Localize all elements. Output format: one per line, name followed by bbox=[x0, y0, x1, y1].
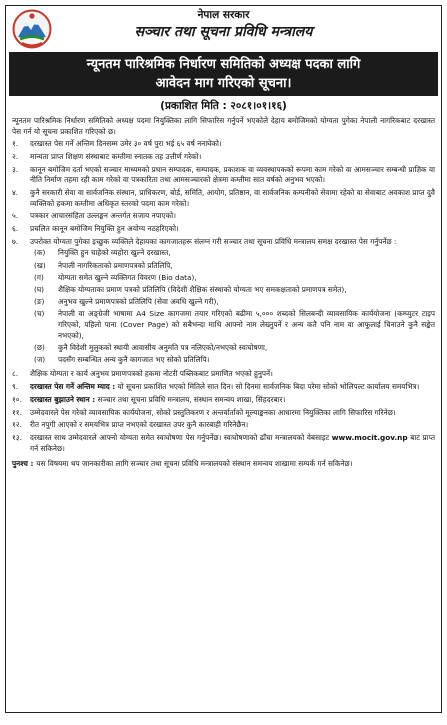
sub-item bbox=[30, 297, 435, 308]
sub-item-text: पदसँग सम्बन्धित अन्य कुनै कागजात भए सोको प्रतिलिपि। bbox=[58, 354, 210, 364]
sub-item bbox=[30, 273, 435, 284]
requirements-list bbox=[6, 139, 441, 454]
footnote bbox=[6, 457, 441, 470]
list-item bbox=[12, 237, 435, 367]
header bbox=[6, 6, 441, 52]
sub-item bbox=[30, 261, 435, 272]
sub-item bbox=[30, 355, 435, 366]
sub-item-text: कुनै विदेशी मुलुकको स्थायी आवासीय अनुमति पत्र नलिएको/नभएको स्वःघोषणा, bbox=[58, 342, 268, 352]
sub-item-text: नेपाली नागरिकताको प्रमाणपत्रको प्रतिलिपि, bbox=[58, 260, 173, 270]
footnote-label: पुनश्च : bbox=[12, 458, 34, 468]
item-text: कानून बमोजिम दर्ता भएको सञ्चार माध्यमको प्रधान सम्पादक, सम्पादक, प्रकाशक वा व्यवस्थापकको रूपमा काम गरेको वा आमसञ्चार सम्बन्धी प्राज्ञिक वा नीति निर्माण तहमा रही काम गरेको वा पत्रकारिता तथा आमसञ्चारको क्षेत्रमा कम्तीमा सात वर्षको अनुभव भएको। bbox=[30, 164, 435, 185]
notice-title-banner bbox=[9, 52, 438, 96]
item-text: दरखास्त पेस गर्ने अन्तिम दिनसम्म उमेर ३० वर्ष पुरा भई ६५ वर्ष ननाघेको। bbox=[30, 139, 222, 148]
item-number: ९. bbox=[12, 382, 19, 392]
item-text: उपरोक्त योग्यता पुगेका इच्छुक व्यक्तिले देहायका कागजातहरू संलग्न गरी सञ्चार तथा सूचना प्रविधि मन्त्रालय समक्ष दरखास्त पेस गर्नुपर्नेछ : bbox=[30, 236, 397, 246]
item-text: रीत नपुगी आएको र समयभित्र प्राप्त नभएको दरखास्त उपर कुनै कारबाही गरिनेछैन। bbox=[30, 420, 249, 430]
published-date: (प्रकाशित मिति : २०८१।०१।१६) bbox=[160, 100, 287, 112]
item-text: पत्रकार आचारसंहिता उल्लङ्घन अन्तर्गत सजाय नपाएको। bbox=[30, 211, 176, 221]
sub-item bbox=[30, 343, 435, 354]
item-text: सञ्चार तथा सूचना प्रविधि मन्त्रालय, संस्थान समन्वय शाखा, सिंहदरबार। bbox=[97, 394, 286, 404]
item-number: १२. bbox=[12, 420, 22, 430]
sub-item-number: (ख) bbox=[34, 260, 46, 270]
list-item bbox=[12, 408, 435, 419]
notice-title-line-2: आवेदन माग गरिएको सूचना। bbox=[155, 76, 292, 91]
item-number: ६. bbox=[12, 224, 19, 234]
item-text: कुनै सरकारी सेवा वा सार्वजनिक संस्थान, प्राधिकरण, बोर्ड, समिति, आयोग, प्रतिष्ठान, वा सार्वजनिक कम्पनीको सेवामा रहेको वा सेवाबाट अवकाश प्राप्त दुवै व्यक्तिको हकमा कम्तीमा अधिकृत स्तरको पदमा काम गरेको। bbox=[30, 187, 435, 208]
item-number: ११. bbox=[12, 407, 22, 417]
list-item bbox=[12, 224, 435, 235]
ministry-name: सञ्चार तथा सूचना प्रविधि मन्त्रालय bbox=[134, 24, 313, 40]
sub-item bbox=[30, 309, 435, 341]
sub-item-number: (घ) bbox=[34, 285, 45, 295]
sub-item-text: नेपाली वा अङ्ग्रेजी भाषामा A4 Size कागजमा तयार गरिएको बढीमा ५,००० शब्दको सिलबन्दी व्यावसायिक कार्ययोजना (कम्प्युटर टाइप गरिएको, पहिलो पाना (Cover Page) को सबैभन्दा माथि आफ्नो नाम लेख्नुपर्ने र अन्य कतै पनि नाम वा आफूलाई चिनाउने कुनै सङ्केत नभएको), bbox=[58, 309, 435, 340]
notice-title-line-1: न्यूनतम पारिश्रमिक निर्धारण समितिको अध्यक्ष पदका लागि bbox=[86, 57, 361, 72]
sub-item-text: योग्यता समेत खुल्ने व्यक्तिगत विवरण (Bio data), bbox=[58, 272, 197, 282]
sub-item-number: (ग) bbox=[34, 272, 44, 282]
sub-item-text: नियुक्ति हुन चाहेको व्यहोरा खुल्ने दरखास्त, bbox=[58, 248, 171, 258]
list-item bbox=[12, 188, 435, 209]
item-text: उम्मेदवारले पेस गरेको व्यावसायिक कार्ययोजना, सोको प्रस्तुतिकरण र अन्तर्वार्ताको मूल्याङ्कनका आधारमा नियुक्तिका लागि सिफारिस गरिनेछ। bbox=[30, 407, 396, 417]
item-number: १. bbox=[12, 139, 19, 148]
item-number: ७. bbox=[12, 236, 19, 246]
item-text: दरखास्त साथ उम्मेदवारले आफ्नो योग्यता समेत स्वःघोषणा पेस गर्नुपर्नेछ। स्वःघोषणाको ढाँचा मन्त्रालयको वेबसाइट bbox=[30, 433, 330, 443]
list-item bbox=[12, 433, 435, 454]
sub-item-number: (ङ) bbox=[34, 297, 45, 307]
deadline-label: दरखास्त पेस गर्ने अन्तिम म्याद : bbox=[30, 382, 116, 392]
sub-item bbox=[30, 248, 435, 259]
sub-item-text: अनुभव खुल्ने प्रमाणपत्रको प्रतिलिपि (सेवा अवधि खुल्ने गरी), bbox=[58, 297, 219, 307]
sub-item-number: (छ) bbox=[34, 342, 45, 352]
intro-paragraph: न्यूनतम पारिश्रमिक निर्धारण समितिको अध्यक्ष पदमा नियुक्तिका लागि सिफारिस गर्नुपर्ने भएकोले देहाय बमोजिमको योग्यता पुगेका नेपाली नागरिकबाट दरखास्त पेस गर्न यो सूचना प्रकाशित गरिएको छ। bbox=[12, 116, 435, 136]
item-text: मान्यता प्राप्त शिक्षण संस्थाबाट कम्तीमा स्नातक तह उत्तीर्ण गरेको। bbox=[30, 151, 202, 161]
item-text: शैक्षिक योग्यता र कार्य अनुभव प्रमाणपत्रको हकमा नोटरी पब्लिकबाट प्रमाणित भएको हुनुपर्ने। bbox=[30, 369, 273, 379]
list-item bbox=[12, 211, 435, 222]
item-number: ८. bbox=[12, 369, 19, 379]
list-item bbox=[12, 152, 435, 163]
sub-item-number: (क) bbox=[34, 248, 46, 258]
sub-item-number: (च) bbox=[34, 309, 45, 319]
item-text: प्रचलित कानून बमोजिम नियुक्ति हुन अयोग्य नठहरिएको। bbox=[30, 224, 179, 234]
list-item bbox=[12, 395, 435, 406]
sub-item bbox=[30, 285, 435, 296]
item-number: १३. bbox=[12, 433, 22, 443]
list-item bbox=[12, 420, 435, 431]
item-number: ३. bbox=[12, 164, 19, 174]
list-item bbox=[12, 369, 435, 380]
nepal-emblem-icon bbox=[12, 9, 52, 49]
item-number: १०. bbox=[12, 394, 22, 404]
list-item bbox=[12, 139, 435, 150]
submission-place-label: दरखास्त बुझाउने स्थान : bbox=[30, 394, 96, 404]
documents-sublist bbox=[30, 248, 435, 365]
notice-page bbox=[5, 5, 442, 713]
list-item bbox=[12, 165, 435, 186]
website-link[interactable]: www.mocit.gov.np bbox=[331, 433, 408, 443]
item-number: २. bbox=[12, 151, 19, 161]
item-number: ५. bbox=[12, 211, 19, 221]
government-name: नेपाल सरकार bbox=[197, 9, 250, 21]
sub-item-number: (ज) bbox=[34, 354, 46, 364]
sub-item-text: शैक्षिक योग्यताका प्रमाण पत्रको प्रतिलिपि (विदेशी शैक्षिक संस्थाको योग्यता भए समकक्षताको प्रमाणपत्र समेत), bbox=[58, 285, 347, 295]
footnote-text: यस विषयमा थप जानकारीका लागि सञ्चार तथा सूचना प्रविधि मन्त्रालयको संस्थान समन्वय शाखामा सम्पर्क गर्न सकिनेछ। bbox=[36, 458, 353, 468]
item-text: यो सूचना प्रकाशित भएको मितिले सात दिन। सो दिनमा सार्वजनिक बिदा परेमा सोको भोलिपल्ट कार्यालय समयभित्र। bbox=[117, 382, 420, 392]
item-number: ४. bbox=[12, 187, 19, 197]
item-text-after: बाट प्राप्त गर्न सकिनेछ। bbox=[30, 433, 435, 453]
list-item bbox=[12, 382, 435, 393]
